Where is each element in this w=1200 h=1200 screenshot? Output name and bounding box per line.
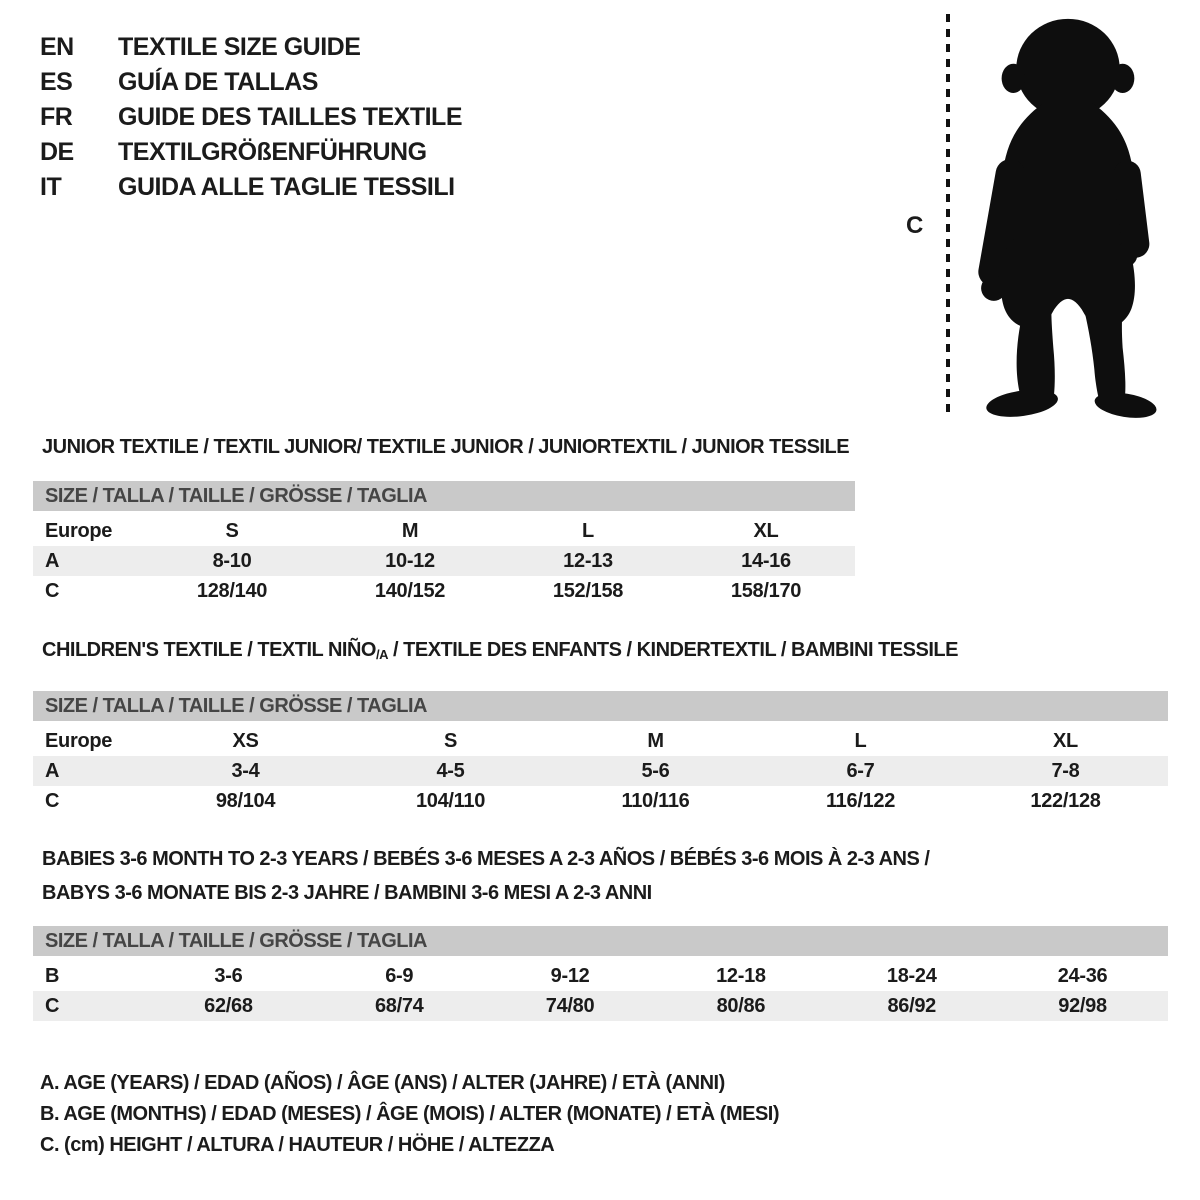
lang-row-fr [40, 100, 462, 135]
height-measure-label: C [906, 212, 924, 239]
height-cell: 110/116 [621, 790, 690, 812]
age-cell: 6-9 [385, 965, 414, 987]
age-cell: 24-36 [1057, 965, 1108, 987]
age-cell: 10-12 [385, 550, 435, 572]
height-cell: 98/104 [215, 790, 276, 812]
language-title-block [40, 30, 462, 205]
height-cell: 80/86 [716, 995, 766, 1017]
table-row-height [33, 576, 855, 606]
row-label: A [45, 760, 60, 782]
lang-title: TEXTILE SIZE GUIDE [118, 33, 361, 61]
height-cell: 62/68 [204, 995, 253, 1017]
age-cell: 8-10 [212, 550, 252, 572]
size-cell: S [225, 520, 239, 542]
table-row-height [33, 786, 1168, 816]
children-size-table [33, 691, 1168, 816]
height-cell: 74/80 [545, 995, 595, 1017]
lang-code: FR [40, 103, 73, 131]
age-cell: 5-6 [641, 760, 670, 782]
lang-code: ES [40, 68, 73, 96]
lang-code: DE [40, 138, 74, 166]
age-cell: 6-7 [846, 760, 875, 782]
legend-line-c: C. (cm) HEIGHT / ALTURA / HAUTEUR / HÖHE / ALTEZZA [40, 1134, 555, 1156]
lang-row-de [40, 135, 462, 170]
table-row-age [33, 546, 855, 576]
size-cell: XS [232, 730, 259, 752]
junior-size-table [33, 481, 855, 606]
age-cell: 12-13 [563, 550, 613, 572]
toddler-silhouette-icon [966, 12, 1168, 418]
measurement-legend [40, 1068, 779, 1161]
babies-title-line2: BABYS 3-6 MONATE BIS 2-3 JAHRE / BAMBINI 3-6 MESI A 2-3 ANNI [42, 882, 652, 904]
age-cell: 3-6 [214, 965, 243, 987]
height-cell: 122/128 [1030, 790, 1101, 812]
height-measure-dashed-line [946, 14, 950, 416]
size-cell: M [401, 520, 419, 542]
legend-line-b: B. AGE (MONTHS) / EDAD (MESES) / ÂGE (MOIS) / ALTER (MONATE) / ETÀ (MESI) [40, 1103, 780, 1125]
row-label: Europe [45, 730, 113, 752]
lang-title: GUÍA DE TALLAS [118, 68, 318, 96]
age-cell: 4-5 [436, 760, 465, 782]
lang-row-es [40, 65, 462, 100]
size-header-bar: SIZE / TALLA / TAILLE / GRÖSSE / TAGLIA [33, 926, 1168, 956]
size-cell: L [582, 520, 594, 542]
table-row-europe [33, 726, 1168, 756]
table-row-height [33, 991, 1168, 1021]
babies-section-title [42, 842, 929, 910]
row-label: A [45, 550, 60, 572]
row-label: C [45, 995, 60, 1017]
babies-title-line1: BABIES 3-6 MONTH TO 2-3 YEARS / BEBÉS 3-6 MESES A 2-3 AÑOS / BÉBÉS 3-6 MOIS À 2-3 ANS / [42, 848, 930, 870]
children-title-main: CHILDREN'S TEXTILE / TEXTIL NIÑO [42, 639, 376, 661]
junior-section-title: JUNIOR TEXTILE / TEXTIL JUNIOR/ TEXTILE JUNIOR / JUNIORTEXTIL / JUNIOR TESSILE [42, 436, 850, 458]
age-cell: 12-18 [716, 965, 766, 987]
lang-code: EN [40, 33, 74, 61]
age-cell: 9-12 [550, 965, 590, 987]
lang-title: GUIDE DES TAILLES TEXTILE [118, 103, 463, 131]
babies-size-table [33, 926, 1168, 1021]
size-cell: S [443, 730, 458, 752]
table-row-age [33, 756, 1168, 786]
size-cell: L [854, 730, 867, 752]
size-cell: XL [753, 520, 779, 542]
size-cell: XL [1053, 730, 1078, 752]
age-cell: 14-16 [741, 550, 791, 572]
legend-line-a: A. AGE (YEARS) / EDAD (AÑOS) / ÂGE (ANS) / ALTER (JAHRE) / ETÀ (ANNI) [40, 1072, 725, 1094]
lang-row-en [40, 30, 462, 65]
row-label: C [45, 580, 60, 602]
age-cell: 7-8 [1051, 760, 1080, 782]
age-cell: 18-24 [886, 965, 937, 987]
height-cell: 116/122 [825, 790, 896, 812]
row-label: Europe [45, 520, 113, 542]
row-label: C [45, 790, 60, 812]
height-cell: 92/98 [1058, 995, 1107, 1017]
height-cell: 104/110 [415, 790, 486, 812]
lang-title: TEXTILGRÖßENFÜHRUNG [118, 138, 427, 166]
size-header-bar: SIZE / TALLA / TAILLE / GRÖSSE / TAGLIA [33, 691, 1168, 721]
height-cell: 68/74 [374, 995, 424, 1017]
lang-code: IT [40, 173, 62, 201]
height-cell: 128/140 [196, 580, 268, 602]
height-cell: 86/92 [887, 995, 936, 1017]
children-section-title [42, 639, 958, 662]
height-cell: 158/170 [730, 580, 802, 602]
lang-row-it [40, 170, 462, 205]
table-row-europe [33, 516, 855, 546]
table-row-age-months [33, 961, 1168, 991]
children-title-subscript: /A [375, 647, 388, 662]
age-cell: 3-4 [231, 760, 260, 782]
size-header-bar: SIZE / TALLA / TAILLE / GRÖSSE / TAGLIA [33, 481, 855, 511]
height-cell: 152/158 [552, 580, 624, 602]
row-label: B [45, 965, 60, 987]
size-cell: M [647, 730, 664, 752]
children-title-rest: / TEXTILE DES ENFANTS / KINDERTEXTIL / BAMBINI TESSILE [387, 639, 958, 661]
lang-title: GUIDA ALLE TAGLIE TESSILI [118, 173, 455, 201]
height-cell: 140/152 [374, 580, 446, 602]
